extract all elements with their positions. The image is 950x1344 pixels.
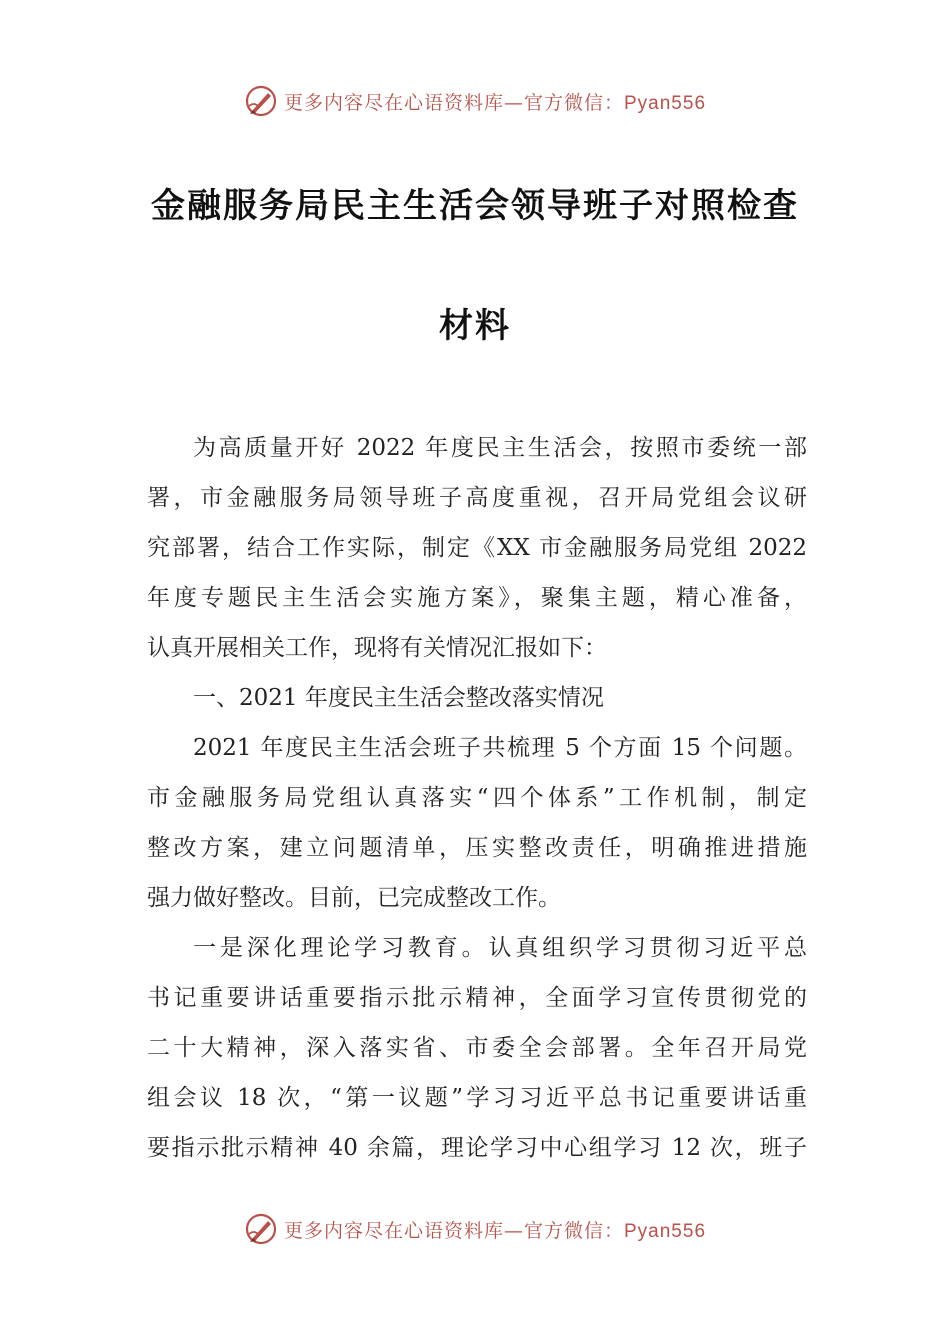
watermark-text: 更多内容尽在心语资料库—官方微信：Pyan556 xyxy=(283,91,707,114)
watermark-banner-top xyxy=(0,84,950,118)
paragraph-line: 为高质量开好 2022 年度民主生活会，按照市委统一部 xyxy=(193,435,807,461)
paragraph-line: 署，市金融服务局领导班子高度重视，召开局党组会议研 xyxy=(147,485,807,511)
paragraph-line: 认真开展相关工作，现将有关情况汇报如下： xyxy=(147,635,607,661)
paragraph-line: 年度专题民主生活会实施方案》，聚集主题，精心准备， xyxy=(147,585,807,611)
section-heading: 一、2021 年度民主生活会整改落实情况 xyxy=(193,685,604,711)
paragraph-line: 一是深化理论学习教育。认真组织学习贯彻习近平总 xyxy=(193,935,807,961)
paragraph-line: 究部署，结合工作实际，制定《XX 市金融服务局党组 2022 xyxy=(147,535,807,561)
paragraph-line: 组会议 18 次，“第一议题”学习习近平总书记重要讲话重 xyxy=(147,1085,807,1111)
paragraph-line: 整改方案，建立问题清单，压实整改责任，明确推进措施 xyxy=(147,835,807,861)
paragraph-line: 2021 年度民主生活会班子共梳理 5 个方面 15 个问题。 xyxy=(193,735,807,761)
watermark-text: 更多内容尽在心语资料库—官方微信：Pyan556 xyxy=(283,1219,707,1242)
paragraph-line: 书记重要讲话重要指示批示精神，全面学习宣传贯彻党的 xyxy=(147,985,807,1011)
document-title-line2: 材料 xyxy=(439,306,511,346)
paragraph-line: 要指示批示精神 40 余篇，理论学习中心组学习 12 次，班子 xyxy=(147,1135,807,1161)
wechat-id: Pyan556 xyxy=(624,1220,707,1242)
paragraph-line: 二十大精神，深入落实省、市委全会部署。全年召开局党 xyxy=(147,1035,807,1061)
document-title-line1: 金融服务局民主生活会领导班子对照检查 xyxy=(151,186,799,226)
pen-logo-icon xyxy=(244,84,278,118)
wechat-id: Pyan556 xyxy=(624,92,707,114)
document-body xyxy=(147,428,807,1178)
watermark-banner-bottom xyxy=(0,1212,950,1246)
pen-logo-icon xyxy=(244,1212,278,1246)
paragraph-line: 强力做好整改。目前，已完成整改工作。 xyxy=(147,885,561,911)
paragraph-line: 市金融服务局党组认真落实“四个体系”工作机制，制定 xyxy=(147,785,807,811)
